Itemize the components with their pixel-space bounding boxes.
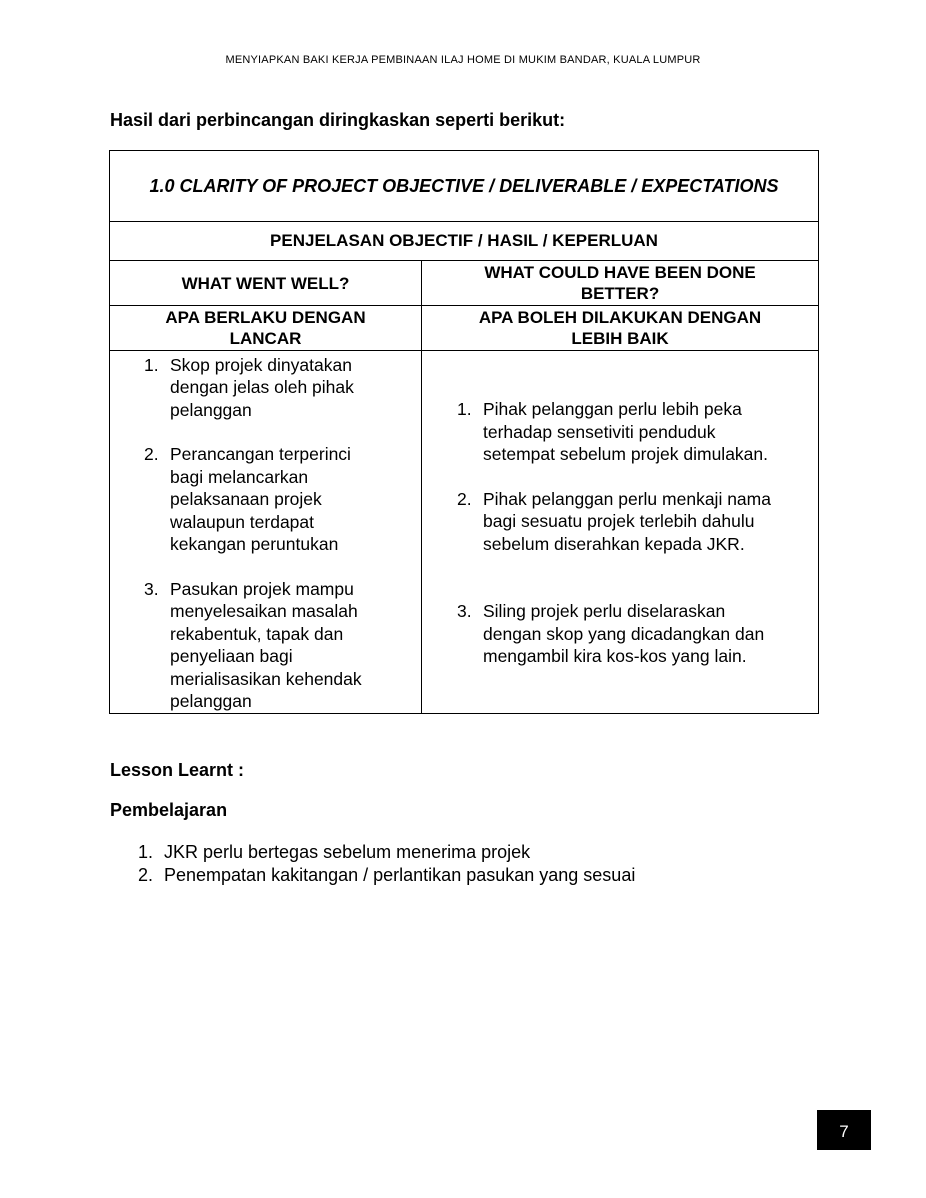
item-line: bagi sesuatu projek terlebih dahulu (483, 511, 755, 532)
list-item (144, 443, 401, 556)
went-well-cell (110, 351, 422, 714)
list-item (144, 354, 401, 422)
right-header-en (422, 261, 819, 306)
item-line: Pihak pelanggan perlu lebih peka (483, 399, 742, 420)
item-text: Penempatan kakitangan / perlantikan pasukan yang sesuai (164, 864, 636, 885)
item-line: Skop projek dinyatakan (170, 354, 352, 375)
item-line: kekangan peruntukan (170, 534, 339, 554)
item-line: Pasukan projek mampu (170, 578, 354, 599)
pembelajaran-heading: Pembelajaran (110, 800, 228, 820)
list-item (138, 864, 635, 887)
could-be-better-list (422, 396, 818, 668)
item-line: terhadap sensetiviti penduduk (483, 421, 716, 442)
right-header-en-line-1: WHAT COULD HAVE BEEN DONE (484, 263, 756, 282)
left-header-ms-line-1: APA BERLAKU DENGAN (165, 308, 366, 327)
item-line: mengambil kira kos-kos yang lain. (483, 646, 747, 667)
item-line: menyelesaikan masalah (170, 601, 358, 621)
item-line: Pihak pelanggan perlu menkaji nama (483, 488, 771, 509)
list-item (457, 398, 812, 466)
list-item (144, 578, 401, 713)
item-number: 1. (138, 842, 154, 862)
left-header-en (110, 261, 422, 306)
right-header-ms-line-2: LEBIH BAIK (571, 329, 669, 348)
left-header-ms-line-2: LANCAR (229, 329, 302, 348)
item-line: setempat sebelum projek dimulakan. (483, 444, 769, 465)
item-text (483, 488, 771, 556)
item-number: 2. (138, 864, 154, 885)
item-text (483, 398, 768, 466)
went-well-list (110, 352, 421, 713)
list-item (138, 841, 635, 864)
item-number: 2. (457, 488, 472, 509)
right-header-en-line-2: BETTER? (580, 284, 660, 303)
page-number: 7 (817, 1110, 871, 1150)
item-text (170, 354, 354, 422)
item-number: 2. (144, 444, 159, 464)
item-number: 3. (457, 601, 472, 622)
could-be-better-cell (422, 351, 819, 714)
item-line: merialisasikan kehendak (170, 668, 362, 689)
table-subtitle: PENJELASAN OBJECTIF / HASIL / KEPERLUAN (110, 222, 819, 261)
summary-table (109, 150, 819, 714)
right-header-ms-line-1: APA BOLEH DILAKUKAN DENGAN (478, 308, 762, 327)
item-line: dengan jelas oleh pihak (170, 377, 354, 397)
table-title: 1.0 CLARITY OF PROJECT OBJECTIVE / DELIVERABLE / EXPECTATIONS (110, 151, 819, 222)
list-item (457, 600, 812, 668)
lessons-list (138, 841, 635, 886)
item-line: penyeliaan bagi (170, 646, 293, 666)
item-line: sebelum diserahkan kepada JKR. (483, 533, 745, 554)
list-item (457, 488, 812, 556)
item-line: Perancangan terperinci (170, 444, 351, 464)
item-text: JKR perlu bertegas sebelum menerima projek (164, 842, 531, 862)
intro-text: Hasil dari perbincangan diringkaskan seperti berikut: (110, 110, 566, 130)
running-header: MENYIAPKAN BAKI KERJA PEMBINAAN ILAJ HOME DI MUKIM BANDAR, KUALA LUMPUR (225, 54, 701, 66)
item-line: dengan skop yang dicadangkan dan (483, 623, 765, 644)
item-line: Siling projek perlu diselaraskan (483, 601, 726, 622)
item-number: 1. (144, 354, 159, 375)
item-text (170, 578, 362, 713)
item-text (483, 600, 764, 668)
item-line: rekabentuk, tapak dan (170, 623, 344, 644)
right-header-ms (422, 306, 819, 351)
item-line: pelanggan (170, 399, 252, 420)
item-line: pelaksanaan projek (170, 489, 322, 509)
item-line: walaupun terdapat (170, 511, 314, 532)
lesson-learnt-heading: Lesson Learnt : (110, 760, 245, 780)
item-line: pelanggan (170, 691, 252, 711)
item-number: 1. (457, 399, 472, 420)
item-number: 3. (144, 578, 159, 599)
left-header-en-text: WHAT WENT WELL? (181, 273, 350, 293)
item-text (170, 443, 351, 556)
left-header-ms (110, 306, 422, 351)
item-line: bagi melancarkan (170, 466, 309, 487)
